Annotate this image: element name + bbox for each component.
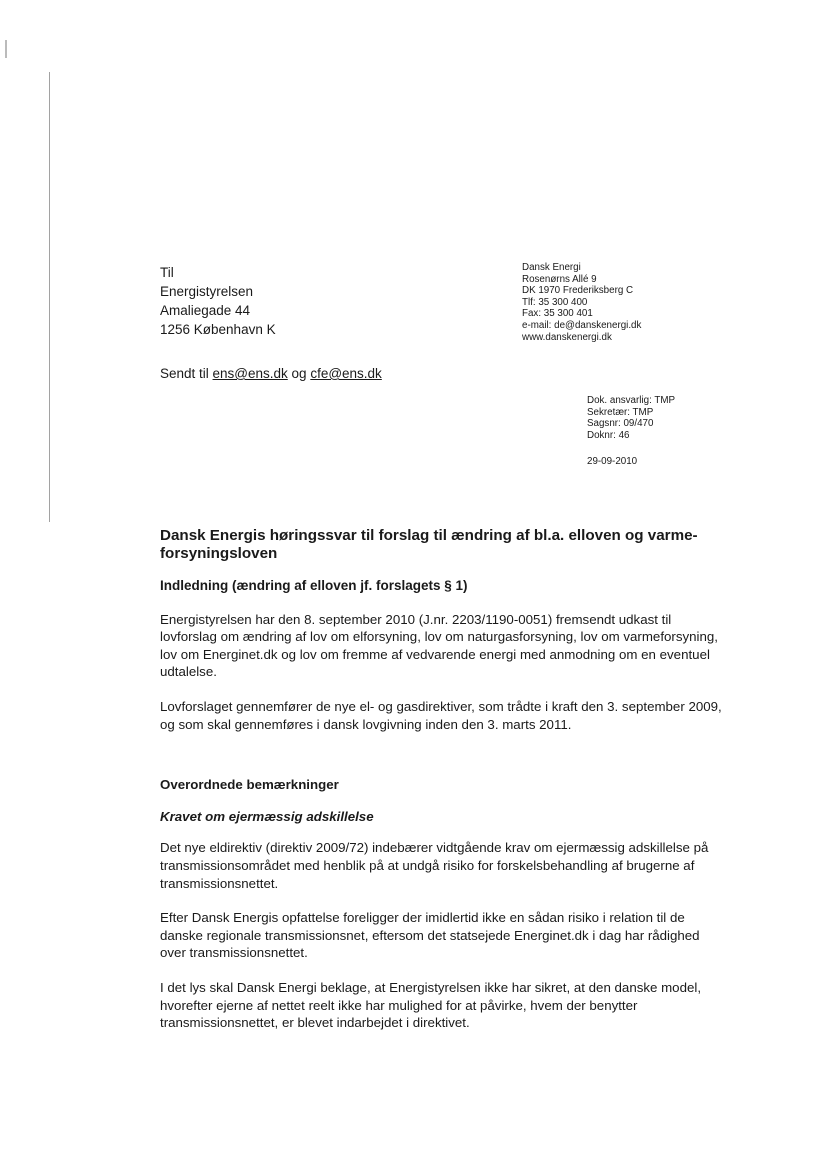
paragraph: Efter Dansk Energis opfattelse foreligger der imidlertid ikke en sådan risiko i relation til de danske regionale transmissionsnet, eftersom det statsejede Energinet.dk i dag har rådighed over transmissionsnettet. [160, 910, 700, 961]
paragraph: Lovforslaget gennemfører de nye el- og gasdirektiver, som trådte i kraft den 3. september 2009, og som skal gennemføres i dansk lovgivning inden den 3. marts 2011. [160, 698, 722, 732]
document-date: 29-09-2010 [587, 456, 638, 467]
document-subtitle: Indledning (ændring af elloven jf. forslagets § 1) [160, 578, 468, 593]
sender-line: Rosenørns Allé 9 [522, 273, 597, 285]
recipient-line: Til [160, 265, 174, 280]
sent-to-conj: og [287, 366, 311, 381]
sender-line: e-mail: de@danskenergi.dk [522, 319, 642, 331]
document-meta [587, 395, 675, 441]
meta-line: Doknr: 46 [587, 429, 630, 441]
paragraph: Energistyrelsen har den 8. september 2010 (J.nr. 2203/1190-0051) fremsendt udkast til lovforslag om ændring af lov om elforsyning, lov om naturgasforsyning, lov om varmeforsyning, lov om Energinet.dk og lov om fremme af vedvarende energi med anmodning om en eventuel udtalelse. [160, 611, 718, 680]
sent-to-prefix: Sendt til [160, 366, 213, 381]
sent-to-line [160, 366, 382, 381]
sender-line: Fax: 35 300 401 [522, 308, 593, 320]
meta-line: Dok. ansvarlig: TMP [587, 395, 676, 406]
sender-address [522, 262, 641, 343]
scan-mark [5, 40, 7, 58]
sender-line: www.danskenergi.dk [522, 331, 612, 343]
meta-line: Sekretær: TMP [587, 406, 654, 418]
document-title: Dansk Energis høringssvar til forslag til ændring af bl.a. elloven og varme-forsyningsloven [160, 527, 698, 562]
sender-line: Tlf: 35 300 400 [522, 296, 588, 308]
sender-line: Dansk Energi [522, 262, 581, 273]
document-body [160, 527, 722, 1049]
scan-margin-line [49, 72, 50, 522]
paragraph: Det nye eldirektiv (direktiv 2009/72) indebærer vidtgående krav om ejermæssig adskillelse på transmissionsområdet med henblik på at undgå risiko for forskelsbehandling af brugerne af transmissionsnettet. [160, 840, 709, 891]
email-link-ens[interactable]: ens@ens.dk [212, 366, 288, 381]
meta-line: Sagsnr: 09/470 [587, 418, 654, 430]
recipient-line: 1256 København K [160, 322, 276, 337]
email-link-cfe[interactable]: cfe@ens.dk [310, 366, 382, 381]
recipient-line: Amaliegade 44 [160, 303, 251, 318]
sender-line: DK 1970 Frederiksberg C [522, 285, 634, 297]
recipient-address [160, 263, 276, 339]
recipient-line: Energistyrelsen [160, 284, 254, 299]
section-heading: Overordnede bemærkninger [160, 777, 339, 793]
paragraph: I det lys skal Dansk Energi beklage, at Energistyrelsen ikke har sikret, at den danske model, hvorefter ejerne af nettet reelt ikke har mulighed for at påvirke, hvem der benytter transmissionsnettet, er blevet indarbejdet i direktivet. [160, 979, 702, 1031]
subsection-heading: Kravet om ejermæssig adskillelse [160, 808, 374, 824]
